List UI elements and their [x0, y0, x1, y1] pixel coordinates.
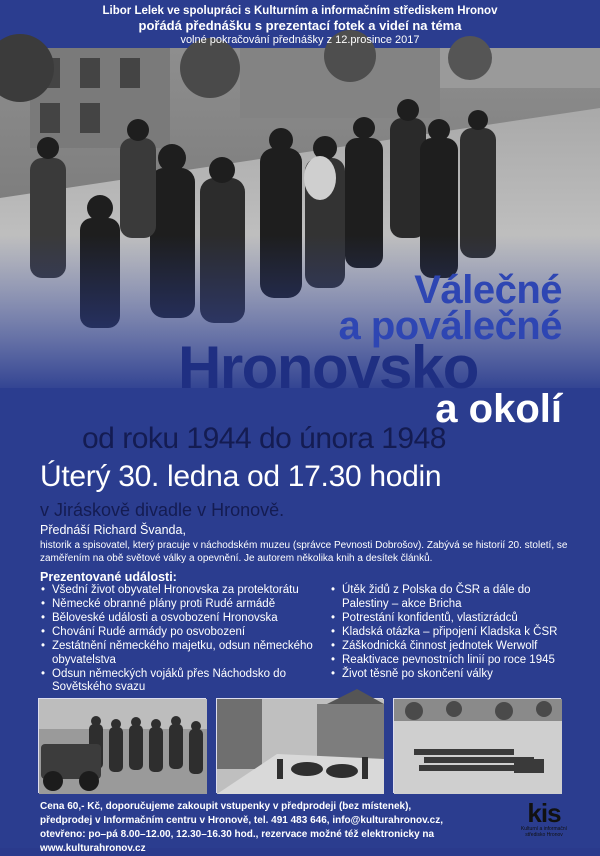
title-main: Hronovsko — [178, 334, 478, 401]
list-item: • Útěk židů z Polska do ČSR a dále do Palestiny – akce Bricha — [330, 584, 575, 611]
list-item: • Běloveské události a osvobození Hronovska — [40, 612, 315, 626]
logo-mark: kis — [527, 798, 561, 828]
events-list-right — [330, 584, 575, 682]
photo-street-horses — [216, 698, 383, 793]
speaker-name: Přednáší Richard Švanda, — [40, 523, 186, 537]
list-item: • Záškodnická činnost jednotek Werwolf — [330, 640, 575, 654]
title-line-1: Válečné — [414, 268, 562, 312]
event-date: Úterý 30. ledna od 17.30 hodin — [40, 460, 442, 493]
list-item: • Kladská otázka – připojení Kladska k ČSR — [330, 626, 575, 640]
photo-jeep-crowd — [38, 698, 206, 793]
subtitle-line: pořádá přednášku s prezentací fotek a videí na téma — [138, 18, 462, 33]
events-list-left — [40, 584, 315, 695]
speaker-section — [40, 522, 570, 565]
presale-info: předprodej v Informačním centru v Hronově, tel. 491 483 646, info@kulturahronov.cz, — [40, 815, 444, 826]
speaker-bio: historik a spisovatel, který pracuje v náchodském muzeu (správce Pevnosti Dobrošov). Zabývá se historií 20. století, se zaměřením na obě světové války a opevnění. Je autorem několika knih a desítek článků. — [40, 540, 568, 564]
list-item: • Odsun německých vojáků přes Náchodsko do Sovětského svazu — [40, 668, 315, 695]
event-venue: v Jiráskově divadle v Hronově. — [40, 500, 285, 520]
events-heading: Prezentované události: — [40, 570, 177, 584]
photo-square-aerial — [393, 698, 561, 793]
opening-hours: otevřeno: po–pá 8.00–12.00, 12.30–16.30 hod., rezervace možné též elektronicky na www.kulturahronov.cz — [40, 829, 435, 854]
list-item: • Německé obranné plány proti Rudé armádě — [40, 598, 315, 612]
title-line-2: a poválečné — [338, 304, 562, 348]
list-item: • Reaktivace pevnostních linií po roce 1945 — [330, 654, 575, 668]
footer-info — [40, 800, 520, 856]
list-item: • Chování Rudé armády po osvobození — [40, 626, 315, 640]
organizer-line: Libor Lelek ve spolupráci s Kulturním a informačním střediskem Hronov — [102, 5, 498, 17]
list-item: • Všední život obyvatel Hronovska za protektorátu — [40, 584, 315, 598]
logo-caption: Kulturní a informační středisko Hronov — [520, 826, 568, 838]
kis-logo — [519, 800, 569, 842]
continuation-note: volné pokračování přednášky z 12.prosince 2017 — [180, 34, 420, 46]
title-line-4: a okolí — [435, 387, 562, 431]
header — [0, 0, 600, 47]
list-item: • Potrestání konfidentů, vlastizrádců — [330, 612, 575, 626]
price-info: Cena 60,- Kč, doporučujeme zakoupit vstupenky v předprodeji (bez místenek), — [40, 801, 412, 812]
title-period: od roku 1944 do února 1948 — [82, 422, 446, 455]
list-item: • Zestátnění německého majetku, odsun německého obyvatelstva — [40, 640, 315, 667]
list-item: • Život těsně po skončení války — [330, 668, 575, 682]
